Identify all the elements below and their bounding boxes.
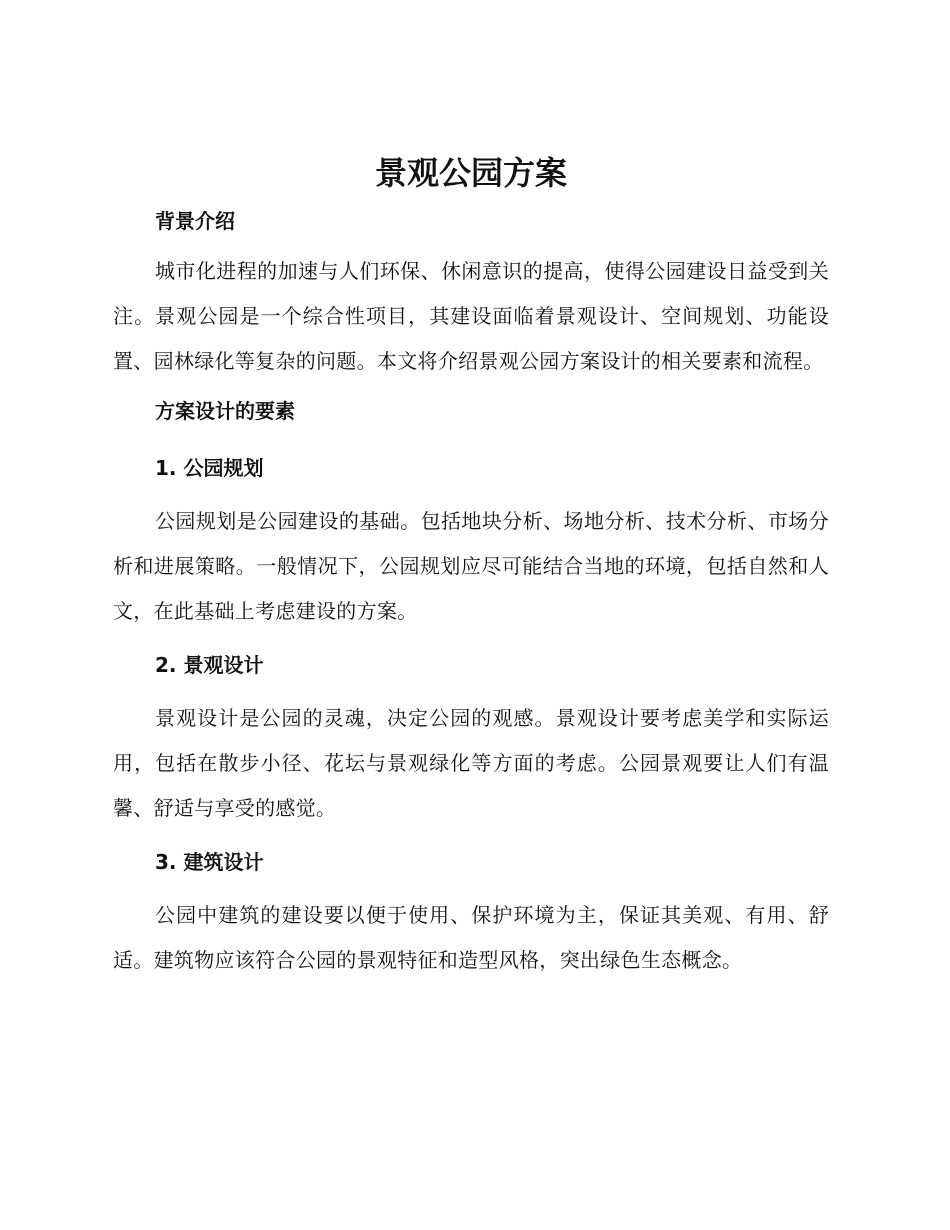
section-heading-design-elements: 方案设计的要素 [155,399,295,423]
section-heading-architecture-design: 3. 建筑设计 [155,850,264,874]
section-paragraph-landscape-design: 景观设计是公园的灵魂，决定公园的观感。景观设计要考虑美学和实际运用，包括在散步小径、花坛与景观绿化等方面的考虑。公园景观要让人们有温馨、舒适与享受的感觉。 [113,706,829,820]
section-paragraph-background: 城市化进程的加速与人们环保、休闲意识的提高，使得公园建设日益受到关注。景观公园是一个综合性项目，其建设面临着景观设计、空间规划、功能设置、园林绿化等复杂的问题。本文将介绍景观公园方案设计的相关要素和流程。 [113,259,829,373]
section-paragraph-park-planning: 公园规划是公园建设的基础。包括地块分析、场地分析、技术分析、市场分析和进展策略。一般情况下，公园规划应尽可能结合当地的环境，包括自然和人文，在此基础上考虑建设的方案。 [113,509,829,623]
document-title: 景观公园方案 [374,154,567,192]
document-body [113,148,829,983]
section-paragraph-architecture-design: 公园中建筑的建设要以便于使用、保护环境为主，保证其美观、有用、舒适。建筑物应该符合公园的景观特征和造型风格，突出绿色生态概念。 [113,903,829,972]
section-heading-park-planning: 1. 公园规划 [155,456,264,480]
section-heading-landscape-design: 2. 景观设计 [155,653,264,677]
section-heading-background: 背景介绍 [155,209,235,233]
